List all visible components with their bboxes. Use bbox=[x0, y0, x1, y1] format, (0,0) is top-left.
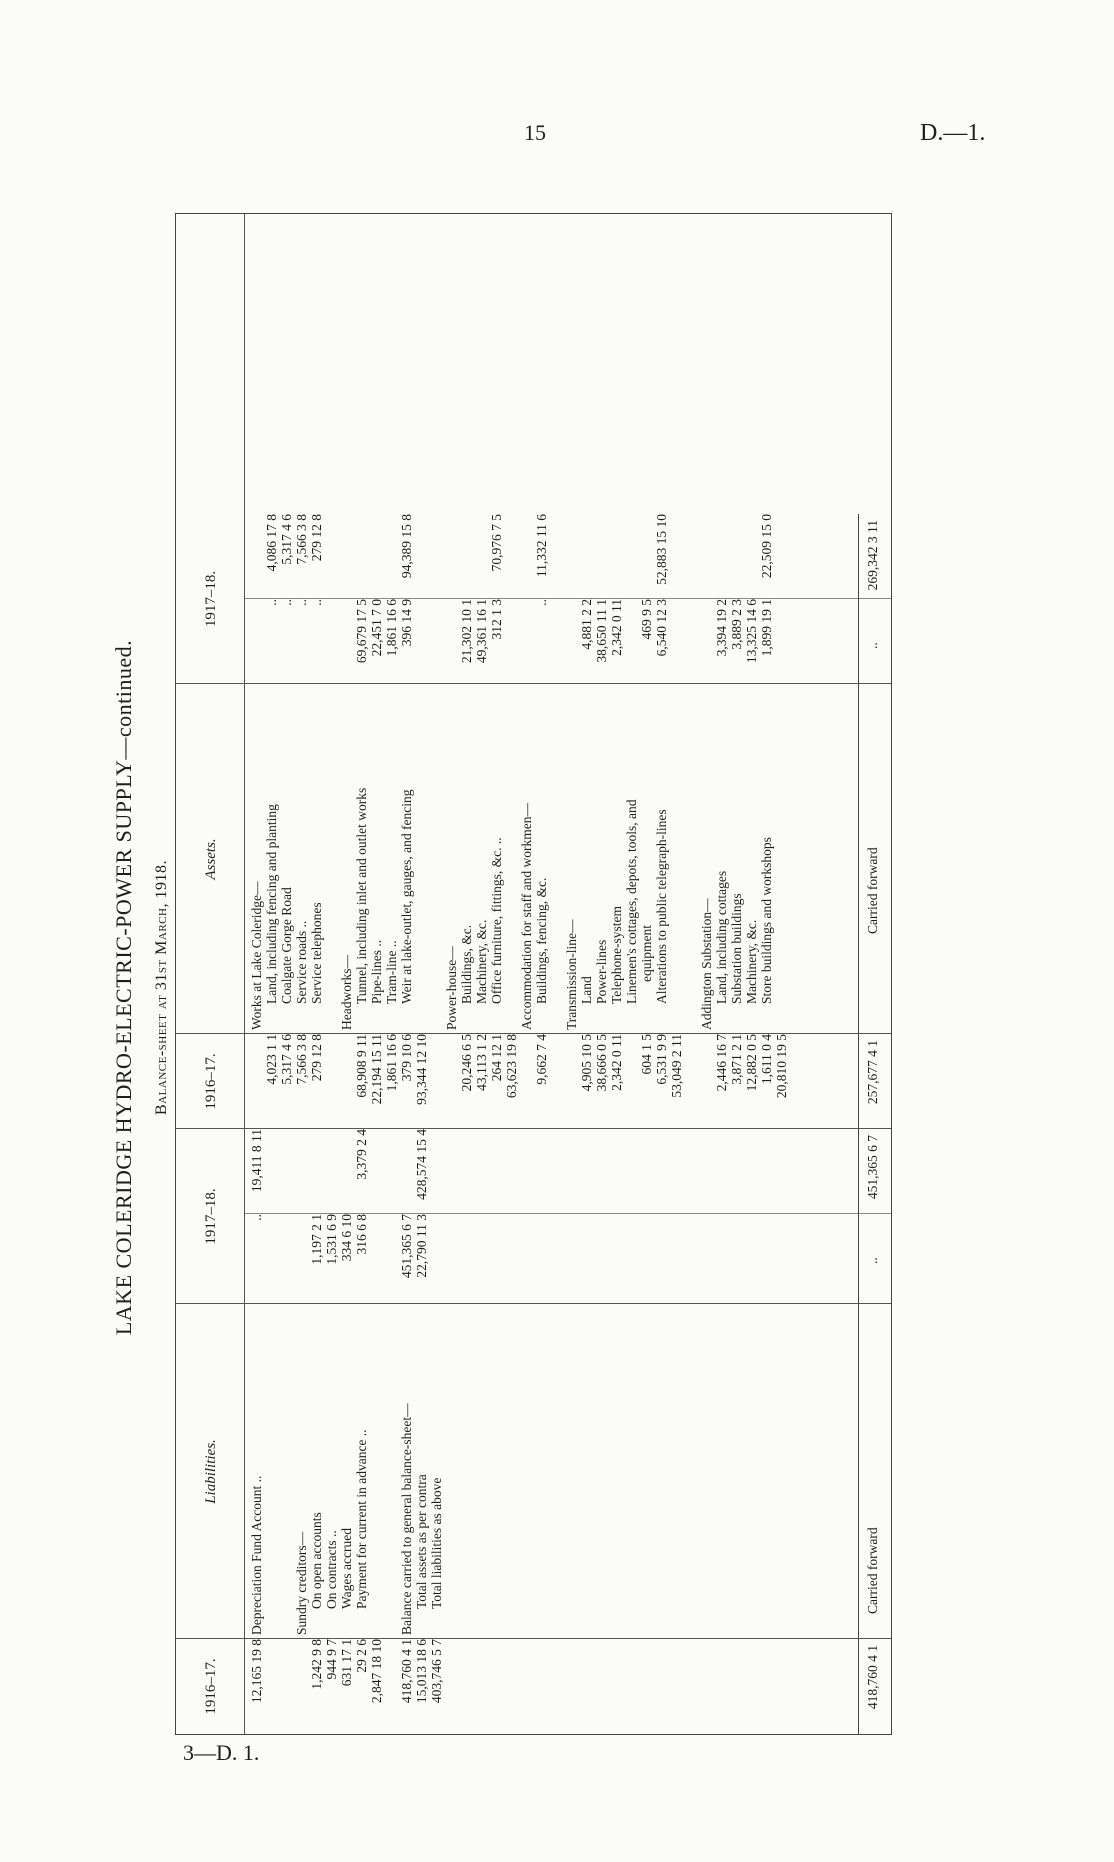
al-row: Land bbox=[579, 976, 594, 1004]
at-row: 279 12 8 bbox=[309, 514, 324, 562]
liab-1916-header: 1916–17. bbox=[203, 1658, 219, 1715]
ad-row bbox=[430, 599, 445, 684]
ad-row bbox=[520, 599, 535, 684]
al-row: Alterations to public telegraph-lines bbox=[654, 809, 669, 1004]
lp-row: 2,847 18 10 bbox=[369, 1639, 384, 1704]
al-row: Service roads .. bbox=[294, 920, 309, 1004]
lt-row: 428,574 15 4 bbox=[414, 1129, 429, 1200]
al-row: Substation buildings bbox=[729, 893, 744, 1004]
al-row: Coalgate Gorge Road bbox=[279, 887, 294, 1004]
at-row: 11,332 11 6 bbox=[534, 514, 549, 578]
at-row: 4,086 17 8 bbox=[264, 514, 279, 572]
al-row bbox=[670, 684, 685, 1034]
ad-row bbox=[505, 599, 520, 684]
at-row bbox=[430, 514, 445, 599]
ad-row: 3,394 19 2 bbox=[714, 599, 729, 657]
ld-row bbox=[295, 1214, 310, 1304]
al-row: Office furniture, fittings, &c. .. bbox=[489, 837, 504, 1004]
at-row: 52,883 15 10 bbox=[654, 514, 669, 585]
balance-sheet bbox=[100, 195, 900, 1780]
at-row: 94,389 15 8 bbox=[399, 514, 414, 579]
sheet-title: LAKE COLERIDGE HYDRO-ELECTRIC-POWER SUPPLY—continued. bbox=[111, 639, 136, 1336]
ad-row: .. bbox=[534, 599, 549, 606]
lt-row bbox=[265, 1129, 280, 1214]
ll-row: Total liabilities as above bbox=[429, 1477, 444, 1609]
lt-row: 3,379 2 4 bbox=[354, 1129, 369, 1180]
ad-row: .. bbox=[264, 599, 279, 606]
at-row bbox=[370, 514, 385, 599]
liab-prev-column bbox=[250, 1633, 445, 1734]
at-row bbox=[415, 514, 430, 599]
ld-row bbox=[385, 1214, 400, 1304]
ap-row: 5,317 4 6 bbox=[279, 1034, 294, 1085]
asset-detail-column bbox=[250, 593, 775, 684]
liab-carried-label: Carried forward bbox=[865, 1527, 880, 1614]
ad-row bbox=[670, 599, 685, 684]
ap-row: 7,566 3 8 bbox=[294, 1034, 309, 1085]
at-row bbox=[595, 514, 610, 599]
at-row: 5,317 4 6 bbox=[279, 514, 294, 565]
asset-total-column bbox=[250, 508, 775, 599]
liab-detail-column bbox=[250, 1208, 430, 1304]
lp-row: 12,165 19 8 bbox=[249, 1639, 264, 1704]
al-row: Store buildings and workshops bbox=[759, 837, 774, 1004]
ad-row bbox=[445, 599, 460, 684]
ap-row: 4,023 1 1 bbox=[264, 1034, 279, 1085]
ad-row: 396 14 9 bbox=[399, 599, 414, 647]
ap-row bbox=[325, 1034, 340, 1129]
page-number: 15 bbox=[524, 120, 546, 145]
ll-row: Sundry creditors— bbox=[294, 1531, 309, 1635]
balance-table bbox=[175, 213, 892, 1735]
at-row bbox=[385, 514, 400, 599]
lt-row bbox=[370, 1129, 385, 1214]
ld-row: 22,790 11 3 bbox=[414, 1214, 429, 1278]
al-row: Pipe-lines .. bbox=[369, 939, 384, 1004]
lp-row bbox=[265, 1639, 280, 1734]
ll-row: On open accounts bbox=[309, 1512, 324, 1609]
ap-row: 279 12 8 bbox=[309, 1034, 324, 1082]
al-row: Buildings, fencing, &c. bbox=[534, 877, 549, 1004]
ad-row bbox=[250, 599, 265, 684]
ap-row: 68,908 9 11 bbox=[354, 1034, 369, 1098]
ld-row: 1,531 6 9 bbox=[324, 1214, 339, 1265]
ll-row: Payment for current in advance .. bbox=[354, 1429, 369, 1609]
ap-row: 604 1 5 bbox=[639, 1034, 654, 1075]
ap-row bbox=[445, 1034, 460, 1129]
ad-row: 22,451 7 0 bbox=[369, 599, 384, 657]
al-row: Power-house— bbox=[444, 946, 459, 1030]
asset-carried-curr: 269,342 3 11 bbox=[865, 520, 880, 591]
ad-row: 2,342 0 11 bbox=[609, 599, 624, 656]
ld-row: 334 6 10 bbox=[339, 1214, 354, 1262]
al-row: equipment bbox=[639, 925, 654, 982]
ad-row: 49,361 16 1 bbox=[474, 599, 489, 664]
liab-carried-curr: 451,365 6 7 bbox=[865, 1135, 880, 1200]
at-row bbox=[445, 514, 460, 599]
ll-row bbox=[385, 1304, 400, 1639]
ap-row: 20,246 6 5 bbox=[459, 1034, 474, 1092]
ld-row: 451,365 6 7 bbox=[399, 1214, 414, 1279]
lt-row bbox=[340, 1129, 355, 1214]
ap-row: 3,871 2 1 bbox=[729, 1034, 744, 1085]
at-row bbox=[610, 514, 625, 599]
ap-row bbox=[625, 1034, 640, 1129]
al-row bbox=[430, 684, 445, 1034]
asset-1917-header: 1917–18. bbox=[203, 570, 219, 628]
al-row: Weir at lake-outlet, gauges, and fencing bbox=[399, 789, 414, 1004]
al-row: Accommodation for staff and workmen— bbox=[519, 803, 534, 1030]
lp-row: 15,013 18 6 bbox=[414, 1639, 429, 1704]
ll-row bbox=[280, 1304, 295, 1639]
ad-row: .. bbox=[309, 599, 324, 606]
al-row: Power-lines bbox=[594, 939, 609, 1004]
ap-row: 379 10 6 bbox=[399, 1034, 414, 1082]
at-row bbox=[355, 514, 370, 599]
al-row: Works at Lake Coleridge— bbox=[249, 881, 264, 1030]
ap-row bbox=[550, 1034, 565, 1129]
ap-row: 6,531 9 9 bbox=[654, 1034, 669, 1085]
ad-row: 38,650 11 1 bbox=[594, 599, 609, 663]
ap-row bbox=[250, 1034, 265, 1129]
ad-row: .. bbox=[294, 599, 309, 606]
ll-row bbox=[265, 1304, 280, 1639]
at-row: 70,976 7 5 bbox=[489, 514, 504, 572]
ap-row: 2,342 0 11 bbox=[609, 1034, 624, 1091]
asset-carried-prev: 257,677 4 1 bbox=[865, 1040, 880, 1105]
liab-label-column bbox=[250, 1304, 445, 1639]
ap-row: 1,861 16 6 bbox=[384, 1034, 399, 1092]
ld-row: .. bbox=[249, 1214, 264, 1221]
al-row: Telephone-system bbox=[609, 905, 624, 1004]
al-row bbox=[685, 684, 700, 1034]
asset-carried-label: Carried forward bbox=[865, 847, 880, 934]
at-row bbox=[460, 514, 475, 599]
liab-1917-header: 1917–18. bbox=[203, 1188, 219, 1245]
asset-1916-header: 1916–17. bbox=[203, 1053, 219, 1110]
ad-row: 4,881 2 2 bbox=[579, 599, 594, 650]
asset-prev-column bbox=[250, 1028, 790, 1129]
lt-row: 19,411 8 11 bbox=[249, 1129, 264, 1193]
liab-total-column bbox=[250, 1123, 430, 1214]
liabilities-header: Liabilities. bbox=[203, 1439, 219, 1504]
ap-row bbox=[700, 1034, 715, 1129]
al-row: Linemen's cottages, depots, tools, and bbox=[624, 799, 639, 1004]
ll-row: Balance carried to general balance-sheet— bbox=[399, 1403, 414, 1635]
ap-row: 63,623 19 8 bbox=[504, 1034, 519, 1099]
al-row: Service telephones bbox=[309, 902, 324, 1004]
ap-row bbox=[520, 1034, 535, 1129]
at-row bbox=[715, 514, 730, 599]
ll-row: On contracts .. bbox=[324, 1530, 339, 1609]
at-row bbox=[340, 514, 355, 599]
ad-row: 21,302 10 1 bbox=[459, 599, 474, 664]
lt-row bbox=[400, 1129, 415, 1214]
al-row: Tram-line .. bbox=[384, 940, 399, 1004]
at-row bbox=[745, 514, 760, 599]
lt-row bbox=[385, 1129, 400, 1214]
asset-label-column bbox=[250, 684, 775, 1034]
lp-row bbox=[385, 1639, 400, 1734]
at-row: 7,566 3 8 bbox=[294, 514, 309, 565]
liab-carried-detail: .. bbox=[865, 1257, 880, 1264]
ap-row: 20,810 19 5 bbox=[774, 1034, 789, 1099]
at-row: 22,509 15 0 bbox=[759, 514, 774, 579]
ad-row: 3,889 2 3 bbox=[729, 599, 744, 650]
at-row bbox=[640, 514, 655, 599]
lp-row: 1,242 9 8 bbox=[309, 1639, 324, 1690]
ld-row bbox=[265, 1214, 280, 1304]
al-row bbox=[550, 684, 565, 1034]
al-row bbox=[505, 684, 520, 1034]
ad-row bbox=[325, 599, 340, 684]
ap-row: 1,611 0 4 bbox=[759, 1034, 774, 1085]
at-row bbox=[475, 514, 490, 599]
ld-row bbox=[370, 1214, 385, 1304]
ad-row bbox=[700, 599, 715, 684]
ad-row bbox=[550, 599, 565, 684]
ld-row: 316 6 8 bbox=[354, 1214, 369, 1255]
at-row bbox=[565, 514, 580, 599]
lp-row bbox=[280, 1639, 295, 1734]
ad-row: 1,899 19 1 bbox=[759, 599, 774, 657]
ld-row bbox=[280, 1214, 295, 1304]
ad-row bbox=[625, 599, 640, 684]
al-row: Machinery, &c. bbox=[474, 919, 489, 1004]
ll-row: Depreciation Fund Account .. bbox=[249, 1475, 264, 1635]
lp-row: 944 9 7 bbox=[324, 1639, 339, 1680]
ap-row bbox=[565, 1034, 580, 1129]
at-row bbox=[670, 514, 685, 599]
ad-row: 13,325 14 6 bbox=[744, 599, 759, 664]
lt-row bbox=[325, 1129, 340, 1214]
lt-row bbox=[280, 1129, 295, 1214]
asset-carried-detail: .. bbox=[865, 642, 880, 649]
ll-row bbox=[370, 1304, 385, 1639]
liab-carried-prev: 418,760 4 1 bbox=[865, 1645, 880, 1710]
ap-row: 38,666 0 5 bbox=[594, 1034, 609, 1092]
sheet-subtitle: Balance-sheet at 31st March, 1918. bbox=[153, 860, 170, 1115]
ad-row: 469 9 5 bbox=[639, 599, 654, 640]
ad-row bbox=[685, 599, 700, 684]
al-row: Machinery, &c. bbox=[744, 919, 759, 1004]
ap-row: 264 12 1 bbox=[489, 1034, 504, 1082]
al-row: Transmission-line— bbox=[564, 919, 579, 1030]
ad-row: 69,679 17 5 bbox=[354, 599, 369, 664]
ap-row: 43,113 1 2 bbox=[474, 1034, 489, 1091]
ad-row: 6,540 12 3 bbox=[654, 599, 669, 657]
document-reference: D.—1. bbox=[920, 120, 986, 146]
ad-row: 312 1 3 bbox=[489, 599, 504, 640]
ap-row bbox=[340, 1034, 355, 1129]
at-row bbox=[730, 514, 745, 599]
al-row: Land, including fencing and planting bbox=[264, 804, 279, 1004]
at-row bbox=[580, 514, 595, 599]
lp-row: 631 17 1 bbox=[339, 1639, 354, 1687]
ld-row: 1,197 2 1 bbox=[309, 1214, 324, 1265]
lt-row bbox=[295, 1129, 310, 1214]
at-row bbox=[325, 514, 340, 599]
lt-row bbox=[310, 1129, 325, 1214]
lp-row: 403,746 5 7 bbox=[429, 1639, 444, 1704]
at-row bbox=[520, 514, 535, 599]
al-row bbox=[415, 684, 430, 1034]
ll-row: Wages accrued bbox=[339, 1528, 354, 1609]
assets-header: Assets. bbox=[203, 838, 219, 880]
ap-row bbox=[430, 1034, 445, 1129]
ap-row: 9,662 7 4 bbox=[534, 1034, 549, 1085]
footer-reference: 3—D. 1. bbox=[183, 1740, 260, 1765]
ad-row bbox=[415, 599, 430, 684]
ap-row: 2,446 16 7 bbox=[714, 1034, 729, 1092]
ap-row: 22,194 15 11 bbox=[369, 1034, 384, 1105]
al-row: Addington Substation— bbox=[699, 898, 714, 1030]
lp-row bbox=[295, 1639, 310, 1734]
ap-row: 53,049 2 11 bbox=[669, 1034, 684, 1098]
at-row bbox=[685, 514, 700, 599]
ll-row: Total assets as per contra bbox=[414, 1474, 429, 1609]
al-row: Tunnel, including inlet and outlet works bbox=[354, 787, 369, 1004]
at-row bbox=[625, 514, 640, 599]
al-row bbox=[325, 684, 340, 1034]
ad-row bbox=[565, 599, 580, 684]
ad-row: .. bbox=[279, 599, 294, 606]
ad-row bbox=[340, 599, 355, 684]
ad-row: 1,861 16 6 bbox=[384, 599, 399, 657]
lp-row: 418,760 4 1 bbox=[399, 1639, 414, 1704]
al-row: Buildings, &c. bbox=[459, 924, 474, 1004]
al-row: Land, including cottages bbox=[714, 870, 729, 1004]
at-row bbox=[250, 514, 265, 599]
at-row bbox=[505, 514, 520, 599]
at-row bbox=[700, 514, 715, 599]
ap-row: 4,905 10 5 bbox=[579, 1034, 594, 1092]
lp-row: 29 2 6 bbox=[354, 1639, 369, 1673]
ap-row bbox=[685, 1034, 700, 1129]
ap-row: 93,344 12 10 bbox=[414, 1034, 429, 1105]
al-row: Headworks— bbox=[339, 955, 354, 1030]
ap-row: 12,882 0 5 bbox=[744, 1034, 759, 1092]
at-row bbox=[550, 514, 565, 599]
